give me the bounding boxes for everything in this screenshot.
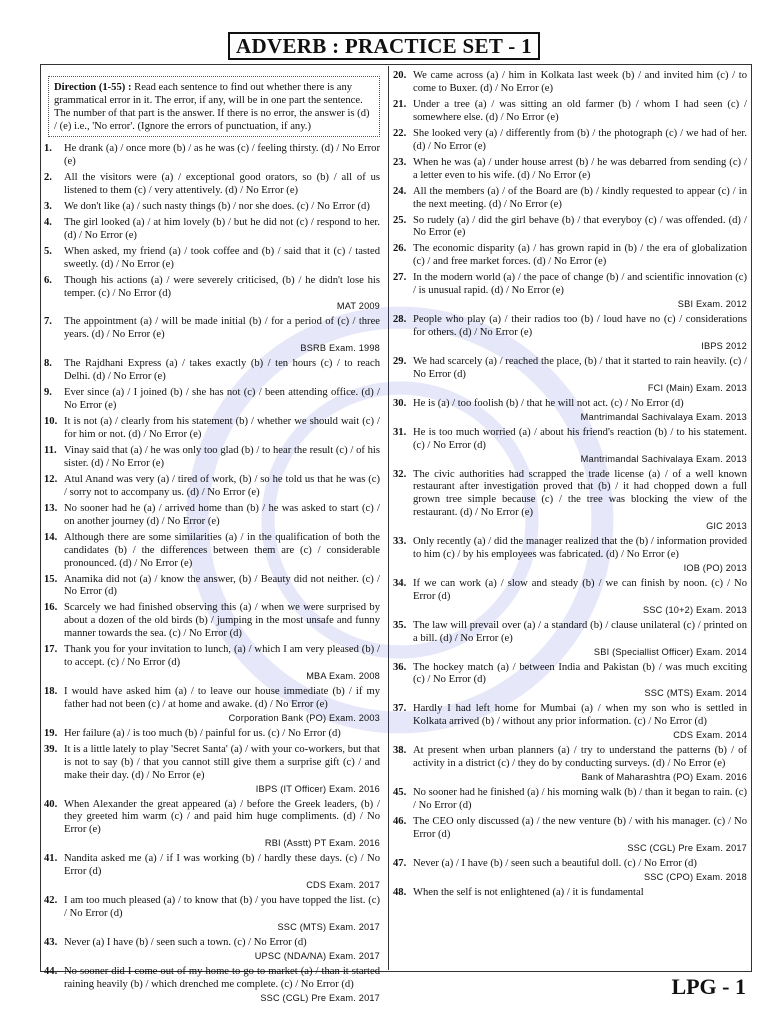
question-number: 6. bbox=[44, 274, 52, 286]
question-text bbox=[413, 186, 747, 212]
exam-source: SBI Exam. 2012 bbox=[677, 299, 747, 310]
question-item bbox=[44, 416, 380, 442]
question-sentence: No sooner did I come out of my home to go to market (a) / than it started raining heavily (b) / which drenched me complete. (c) / No Error (d) bbox=[64, 965, 380, 990]
exam-source: MBA Exam. 2008 bbox=[306, 671, 380, 682]
question-text bbox=[413, 578, 747, 617]
question-number: 2. bbox=[44, 171, 52, 183]
question-item bbox=[44, 246, 380, 272]
question-number: 4. bbox=[44, 216, 52, 228]
question-item bbox=[393, 215, 747, 241]
question-sentence: I would have asked him (a) / to leave our house immediate (b) / if my father had not been (c) / at home and awake. (d) / No Error (e) bbox=[64, 686, 380, 710]
question-text bbox=[413, 620, 747, 659]
question-text bbox=[64, 172, 380, 198]
question-sentence: Although there are some similarities (a) / in the qualification of both the candidates (b) / the differences between them are (c) / considerable pronounced. (d) / No Error (e) bbox=[64, 531, 380, 569]
question-sentence: Never (a) / I have (b) / seen such a beautiful doll. (c) / No Error (d) bbox=[413, 857, 697, 869]
exam-source: BSRB Exam. 1998 bbox=[300, 343, 380, 354]
direction-box bbox=[48, 76, 380, 137]
question-text bbox=[64, 853, 380, 892]
question-sentence: The civic authorities had scrapped the trade license (a) / of a well known restaurant after investigation proved that (b) / it had chopped down a full grown tree simple because (c) / the tree was blocking the view of the restaurant. (d) / No Error (e) bbox=[413, 468, 747, 519]
question-number: 37. bbox=[393, 703, 407, 715]
question-sentence: The appointment (a) / will be made initial (b) / for a period of (c) / three years. (d) / No Error (e) bbox=[64, 316, 380, 341]
question-item bbox=[44, 275, 380, 314]
question-text bbox=[64, 387, 380, 413]
question-item bbox=[393, 887, 747, 900]
exam-source: SSC (CGL) Pre Exam. 2017 bbox=[627, 842, 747, 853]
exam-source: IBPS (IT Officer) Exam. 2016 bbox=[255, 783, 380, 794]
question-text bbox=[64, 143, 380, 169]
question-number: 3. bbox=[44, 200, 52, 212]
question-item bbox=[44, 201, 380, 214]
page-number: LPG - 1 bbox=[671, 974, 746, 999]
question-text bbox=[413, 128, 747, 154]
question-sentence: We came across (a) / him in Kolkata last week (b) / and invited him (c) / to come to Buxer. (d) / No Error (e) bbox=[413, 70, 747, 94]
question-item bbox=[44, 744, 380, 796]
question-number: 45. bbox=[393, 787, 407, 798]
exam-source: SSC (CPO) Exam. 2018 bbox=[643, 871, 747, 882]
question-item bbox=[44, 602, 380, 641]
question-item bbox=[44, 853, 380, 892]
question-item bbox=[44, 503, 380, 529]
question-item bbox=[44, 895, 380, 934]
question-number: 24. bbox=[393, 185, 407, 197]
question-item bbox=[44, 728, 380, 741]
question-item bbox=[393, 578, 747, 617]
question-item bbox=[393, 787, 747, 813]
question-sentence: All the members (a) / of the Board are (b) / kindly requested to appear (c) / in the next meeting. (d) / No Error (e) bbox=[413, 185, 747, 210]
question-item bbox=[393, 398, 747, 424]
question-item bbox=[393, 620, 747, 659]
question-number: 29. bbox=[393, 355, 407, 367]
question-sentence: In the modern world (a) / the pace of change (b) / and scientific innovation (c) / is unusual rapid. (d) / No Error (e) bbox=[413, 272, 747, 297]
question-text bbox=[64, 217, 380, 243]
exam-source: RBI (Asstt) PT Exam. 2016 bbox=[264, 838, 380, 849]
question-sentence: Vinay said that (a) / he was only too glad (b) / to hear the result (c) / of his sister. (d) / No Error (e) bbox=[64, 444, 380, 469]
question-number: 11. bbox=[44, 444, 57, 456]
question-number: 26. bbox=[393, 243, 407, 255]
question-sentence: It is not (a) / clearly from his statement (b) / whether we should wait (c) / for him or not. (d) / No Error (e) bbox=[64, 416, 380, 440]
question-text bbox=[413, 469, 747, 534]
question-item bbox=[44, 143, 380, 169]
question-number: 9. bbox=[44, 387, 52, 399]
question-item bbox=[393, 157, 747, 183]
question-item bbox=[44, 966, 380, 1005]
question-sentence: No sooner had he (a) / arrived home than (b) / he was asked to start (c) / on another journey (d) / No Error (e) bbox=[64, 502, 380, 527]
question-sentence: At present when urban planners (a) / try to understand the patterns (b) / of activity in a district (c) / they do by conducting surveys. (d) / No Error (e) bbox=[413, 745, 747, 770]
exam-source: GIC 2013 bbox=[706, 521, 747, 532]
question-text bbox=[64, 644, 380, 683]
question-text bbox=[413, 398, 747, 424]
question-text bbox=[64, 966, 380, 1005]
question-text bbox=[64, 316, 380, 355]
question-number: 12. bbox=[44, 473, 58, 485]
question-text bbox=[413, 356, 747, 395]
exam-source: Corporation Bank (PO) Exam. 2003 bbox=[228, 712, 380, 723]
question-item bbox=[393, 662, 747, 701]
exam-source: CDS Exam. 2014 bbox=[673, 730, 747, 741]
right-column bbox=[393, 70, 747, 903]
question-sentence: When Alexander the great appeared (a) / before the Greek leaders, (b) / they greeted him warm (c) / and paid him huge compliments. (d) / No Error (e) bbox=[64, 798, 380, 836]
question-text bbox=[413, 536, 747, 575]
direction-text: Read each sentence to find out whether there is any grammatical error in it. The error, if any, will be in one part the sentence. The number of that part is the answer. If there is no error, the answer is (d) / (e) i.e., 'No error'. (Ignore the errors of punctuation, if any.) bbox=[54, 82, 370, 132]
question-item bbox=[393, 243, 747, 269]
question-sentence: It is a little lately to play 'Secret Santa' (a) / with your co-workers, but that is not to say (b) / that you cannot still give them a surprise gift (c) / and make their day. (d) / No Error (e) bbox=[64, 743, 380, 781]
question-number: 20. bbox=[393, 70, 407, 81]
question-sentence: So rudely (a) / did the girl behave (b) / that everyboy (c) / was offended. (d) / No Error (e) bbox=[413, 214, 747, 239]
question-item bbox=[393, 186, 747, 212]
question-text bbox=[413, 887, 747, 900]
question-text bbox=[413, 787, 747, 813]
exam-source: MAT 2009 bbox=[336, 301, 380, 312]
question-text bbox=[64, 602, 380, 641]
question-number: 36. bbox=[393, 661, 407, 673]
question-text bbox=[64, 275, 380, 314]
question-number: 10. bbox=[44, 416, 58, 428]
question-item bbox=[393, 745, 747, 784]
question-number: 13. bbox=[44, 502, 58, 514]
left-question-list bbox=[44, 143, 380, 1005]
question-number: 1. bbox=[44, 143, 52, 154]
question-sentence: He is too much worried (a) / about his friend's reaction (b) / to his statement. (c) / No Error (d) bbox=[413, 426, 747, 451]
question-text bbox=[413, 703, 747, 742]
exam-source: Bank of Maharashtra (PO) Exam. 2016 bbox=[581, 772, 747, 782]
question-number: 17. bbox=[44, 644, 58, 656]
question-text bbox=[413, 215, 747, 241]
question-sentence: Under a tree (a) / was sitting an old farmer (b) / whom I had seen (c) / somewhere else. (d) / No Error (e) bbox=[413, 98, 747, 123]
question-sentence: People who play (a) / their radios too (b) / loud have no (c) / considerations for others. (d) / No Error (e) bbox=[413, 314, 747, 339]
question-item bbox=[393, 703, 747, 742]
question-number: 44. bbox=[44, 965, 58, 977]
exam-source: SSC (MTS) Exam. 2017 bbox=[277, 921, 380, 932]
question-sentence: All the visitors were (a) / exceptional good orators, so (b) / all of us listened to them (c) / very attentively. (d) / No Error (e) bbox=[64, 171, 380, 196]
question-number: 18. bbox=[44, 686, 58, 698]
exam-source: IBPS 2012 bbox=[701, 340, 747, 351]
question-item bbox=[393, 427, 747, 466]
question-number: 43. bbox=[44, 936, 58, 948]
question-number: 38. bbox=[393, 745, 407, 757]
question-number: 41. bbox=[44, 853, 58, 865]
question-number: 28. bbox=[393, 314, 407, 326]
question-item bbox=[44, 387, 380, 413]
question-item bbox=[393, 858, 747, 884]
question-item bbox=[393, 272, 747, 311]
question-item bbox=[44, 316, 380, 355]
question-text bbox=[413, 662, 747, 701]
question-sentence: The Rajdhani Express (a) / takes exactly (b) / ten hours (c) / to reach Delhi. (d) / No Error (e) bbox=[64, 358, 380, 383]
question-item bbox=[44, 799, 380, 851]
question-text bbox=[64, 937, 380, 963]
question-number: 16. bbox=[44, 602, 58, 614]
question-sentence: Never (a) I have (b) / seen such a town. (c) / No Error (d) bbox=[64, 936, 307, 948]
question-sentence: When the self is not enlightened (a) / it is fundamental bbox=[413, 886, 644, 898]
exam-source: SSC (CGL) Pre Exam. 2017 bbox=[260, 992, 380, 1003]
question-item bbox=[393, 314, 747, 353]
question-sentence: Anamika did not (a) / know the answer, (b) / Beauty did not neither. (c) / No Error (d) bbox=[64, 573, 380, 598]
question-text bbox=[64, 799, 380, 851]
question-text bbox=[64, 686, 380, 725]
question-number: 33. bbox=[393, 536, 407, 548]
question-item bbox=[44, 532, 380, 571]
question-item bbox=[44, 937, 380, 963]
exam-source: CDS Exam. 2017 bbox=[306, 880, 380, 891]
question-text bbox=[64, 895, 380, 934]
question-sentence: Though his actions (a) / were severely criticised, (b) / he didn't lose his temper. (c) / No Error (d) bbox=[64, 274, 380, 299]
question-sentence: Ever since (a) / I joined (b) / she has not (c) / been attending office. (d) / No Error (e) bbox=[64, 387, 380, 412]
question-number: 25. bbox=[393, 214, 407, 226]
question-text bbox=[64, 445, 380, 471]
question-item bbox=[44, 172, 380, 198]
question-item bbox=[393, 70, 747, 96]
question-item bbox=[44, 358, 380, 384]
question-sentence: Her failure (a) / is too much (b) / painful for us. (c) / No Error (d) bbox=[64, 727, 341, 739]
question-sentence: Thank you for your invitation to lunch, (a) / which I am very pleased (b) / to accept. (c) / No Error (d) bbox=[64, 644, 380, 669]
question-sentence: When he was (a) / under house arrest (b) / he was debarred from sending (c) / a letter even to his wife. (d) / No Error (e) bbox=[413, 156, 747, 181]
question-text bbox=[64, 574, 380, 600]
question-number: 27. bbox=[393, 272, 407, 284]
question-sentence: The law will prevail over (a) / a standard (b) / clause unilateral (c) / printed on a bill. (d) / No Error (e) bbox=[413, 619, 747, 644]
question-number: 14. bbox=[44, 531, 58, 543]
question-sentence: He drank (a) / once more (b) / as he was (c) / feeling thirsty. (d) / No Error (e) bbox=[64, 143, 380, 167]
question-sentence: Only recently (a) / did the manager realized that the (b) / information provided to him (c) / by his employees was fabricated. (d) / No Error (e) bbox=[413, 536, 747, 561]
question-number: 23. bbox=[393, 156, 407, 168]
question-text bbox=[413, 272, 747, 311]
question-item bbox=[44, 574, 380, 600]
question-item bbox=[393, 536, 747, 575]
question-item bbox=[44, 644, 380, 683]
question-text bbox=[413, 243, 747, 269]
question-number: 15. bbox=[44, 573, 58, 585]
question-number: 42. bbox=[44, 895, 58, 907]
question-text bbox=[413, 70, 747, 96]
question-sentence: He is (a) / too foolish (b) / that he will not act. (c) / No Error (d) bbox=[413, 397, 684, 409]
question-number: 19. bbox=[44, 727, 58, 739]
question-sentence: The hockey match (a) / between India and Pakistan (b) / was much exciting (c) / No Error (d) bbox=[413, 661, 747, 686]
question-sentence: Hardly I had left home for Mumbai (a) / when my son who is settled in Kolkata arrived (b) / without any prior information. (c) / No Error (d) bbox=[413, 703, 747, 728]
exam-source: IOB (PO) 2013 bbox=[683, 562, 747, 573]
direction-label: Direction (1-55) : bbox=[54, 82, 132, 93]
question-sentence: I am too much pleased (a) / to know that (b) / you have topped the list. (c) / No Error (d) bbox=[64, 895, 380, 919]
question-number: 7. bbox=[44, 316, 52, 328]
question-sentence: No sooner had he finished (a) / his morning walk (b) / than it began to rain. (c) / No Error (d) bbox=[413, 787, 747, 811]
exam-source: SBI (Speciallist Officer) Exam. 2014 bbox=[593, 646, 747, 657]
question-item bbox=[393, 128, 747, 154]
question-sentence: The economic disparity (a) / has grown rapid in (b) / the era of globalization (c) / and free market forces. (d) / No Error (e) bbox=[413, 243, 747, 268]
question-text bbox=[64, 474, 380, 500]
exam-source: FCI (Main) Exam. 2013 bbox=[647, 382, 747, 393]
question-number: 32. bbox=[393, 468, 407, 480]
question-text bbox=[413, 99, 747, 125]
exam-source: UPSC (NDA/NA) Exam. 2017 bbox=[254, 950, 380, 961]
question-number: 39. bbox=[44, 743, 58, 755]
question-item bbox=[393, 356, 747, 395]
question-item bbox=[393, 816, 747, 855]
question-number: 5. bbox=[44, 245, 52, 257]
question-number: 35. bbox=[393, 619, 407, 631]
question-sentence: We had scarcely (a) / reached the place, (b) / that it started to rain heavily. (c) / No Error (d) bbox=[413, 355, 747, 380]
question-number: 47. bbox=[393, 857, 407, 869]
page-title: ADVERB : PRACTICE SET - 1 bbox=[228, 32, 540, 60]
question-number: 48. bbox=[393, 886, 407, 898]
question-text bbox=[64, 358, 380, 384]
question-sentence: Nandita asked me (a) / if I was working (b) / hardly these days. (c) / No Error (d) bbox=[64, 853, 380, 878]
exam-source: SSC (MTS) Exam. 2014 bbox=[644, 688, 747, 699]
question-number: 31. bbox=[393, 426, 407, 438]
question-text bbox=[64, 201, 380, 214]
question-text bbox=[413, 314, 747, 353]
question-item bbox=[44, 474, 380, 500]
question-number: 34. bbox=[393, 577, 407, 589]
question-text bbox=[413, 427, 747, 466]
question-text bbox=[64, 744, 380, 796]
question-number: 22. bbox=[393, 127, 407, 139]
exam-source: Mantrimandal Sachivalaya Exam. 2013 bbox=[580, 411, 747, 422]
question-text bbox=[413, 745, 747, 784]
question-sentence: The girl looked (a) / at him lovely (b) / but he did not (c) / respond to her. (d) / No Error (e) bbox=[64, 216, 380, 241]
question-text bbox=[413, 816, 747, 855]
question-text bbox=[64, 728, 380, 741]
question-text bbox=[413, 858, 747, 884]
question-item bbox=[44, 445, 380, 471]
question-number: 46. bbox=[393, 815, 407, 827]
question-text bbox=[64, 246, 380, 272]
exam-source: SSC (10+2) Exam. 2013 bbox=[642, 604, 747, 615]
question-item bbox=[393, 469, 747, 534]
question-item bbox=[44, 686, 380, 725]
left-column bbox=[44, 70, 380, 1008]
question-sentence: Scarcely we had finished observing this (a) / when we were surprised by about a dozen of the old birds (b) / jumping in the most unsafe and funny manner towards the sea. (c) / No Error (d) bbox=[64, 602, 380, 640]
question-number: 21. bbox=[393, 98, 407, 110]
question-sentence: If we can work (a) / slow and steady (b) / we can finish by noon. (c) / No Error (d) bbox=[413, 577, 747, 602]
question-number: 40. bbox=[44, 798, 58, 810]
right-question-list bbox=[393, 70, 747, 900]
question-sentence: We don't like (a) / such nasty things (b) / nor she does. (c) / No Error (d) bbox=[64, 200, 370, 212]
question-text bbox=[64, 416, 380, 442]
question-number: 8. bbox=[44, 358, 52, 370]
question-item bbox=[44, 217, 380, 243]
question-text bbox=[64, 532, 380, 571]
question-sentence: She looked very (a) / differently from (b) / the photograph (c) / we had of her. (d) / No Error (e) bbox=[413, 127, 747, 152]
question-item bbox=[393, 99, 747, 125]
question-sentence: Atul Anand was very (a) / tired of work, (b) / so he told us that he was (c) / sorry not to accompany us. (d) / No Error (e) bbox=[64, 473, 380, 498]
question-sentence: The CEO only discussed (a) / the new venture (b) / with his manager. (c) / No Error (d) bbox=[413, 815, 747, 840]
question-number: 30. bbox=[393, 397, 407, 409]
question-text bbox=[64, 503, 380, 529]
question-sentence: When asked, my friend (a) / took coffee and (b) / said that it (c) / tasted sweetly. (d) / No Error (e) bbox=[64, 245, 380, 270]
exam-source: Mantrimandal Sachivalaya Exam. 2013 bbox=[580, 453, 747, 464]
question-text bbox=[413, 157, 747, 183]
